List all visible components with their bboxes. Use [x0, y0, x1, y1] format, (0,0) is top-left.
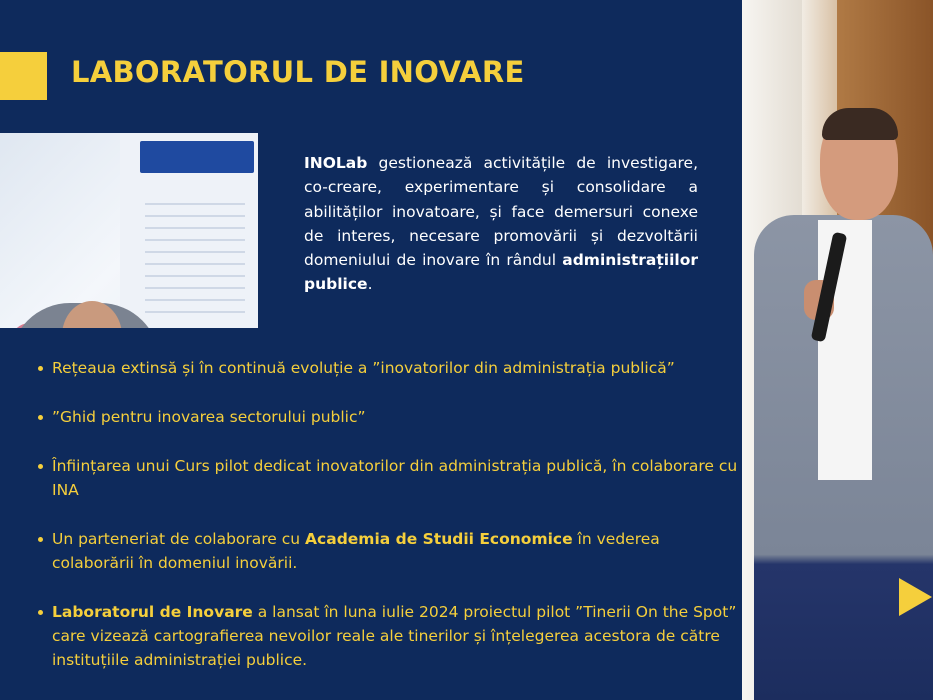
- list-item: [38, 356, 738, 380]
- intro-tail-bold: administrațiilor publice: [304, 251, 698, 294]
- list-item-text: Un parteneriat de colaborare cu: [52, 529, 306, 548]
- list-item-text: a lansat în luna iulie 2024 proiectul pilot ”Tinerii On the Spot” care vizează cartografierea nevoilor reale ale tinerilor și înțelegerea acestora de către instituțiile administrației publice.: [52, 602, 737, 670]
- intro-end: .: [367, 275, 373, 294]
- list-item-bold: Academia de Studii Economice: [305, 529, 573, 548]
- achievements-list: [38, 356, 738, 697]
- page-title: LABORATORUL DE INOVARE: [71, 55, 525, 89]
- intro-paragraph: [304, 151, 698, 297]
- list-item-bold: Laboratorul de Inovare: [52, 602, 253, 621]
- intro-text: gestionează activitățile de investigare, co-creare, experimentare și consolidare a abilităților inovatoare, și face demersuri conexe de interes, necesare promovării și dezvoltării domeniului de inovare în rândul: [304, 154, 698, 270]
- list-item: [38, 405, 738, 429]
- list-item: [38, 527, 738, 576]
- list-item-text: ”Ghid pentru inovarea sectorului public”: [52, 407, 366, 426]
- play-arrow-icon[interactable]: [899, 578, 932, 616]
- list-item-text: în vederea colaborării în domeniul inovării.: [52, 529, 660, 572]
- list-item-text: Înființarea unui Curs pilot dedicat inovatorilor din administrația publică, în colaborare cu INA: [52, 456, 738, 499]
- list-item-text: Rețeaua extinsă și în continuă evoluție a ”inovatorilor din administrația publică”: [52, 359, 675, 377]
- speaker-photo-small: [0, 133, 258, 328]
- list-item: [38, 600, 738, 673]
- title-accent-square: [0, 52, 47, 100]
- list-item: [38, 454, 738, 503]
- intro-lead-bold: INOLab: [304, 154, 368, 172]
